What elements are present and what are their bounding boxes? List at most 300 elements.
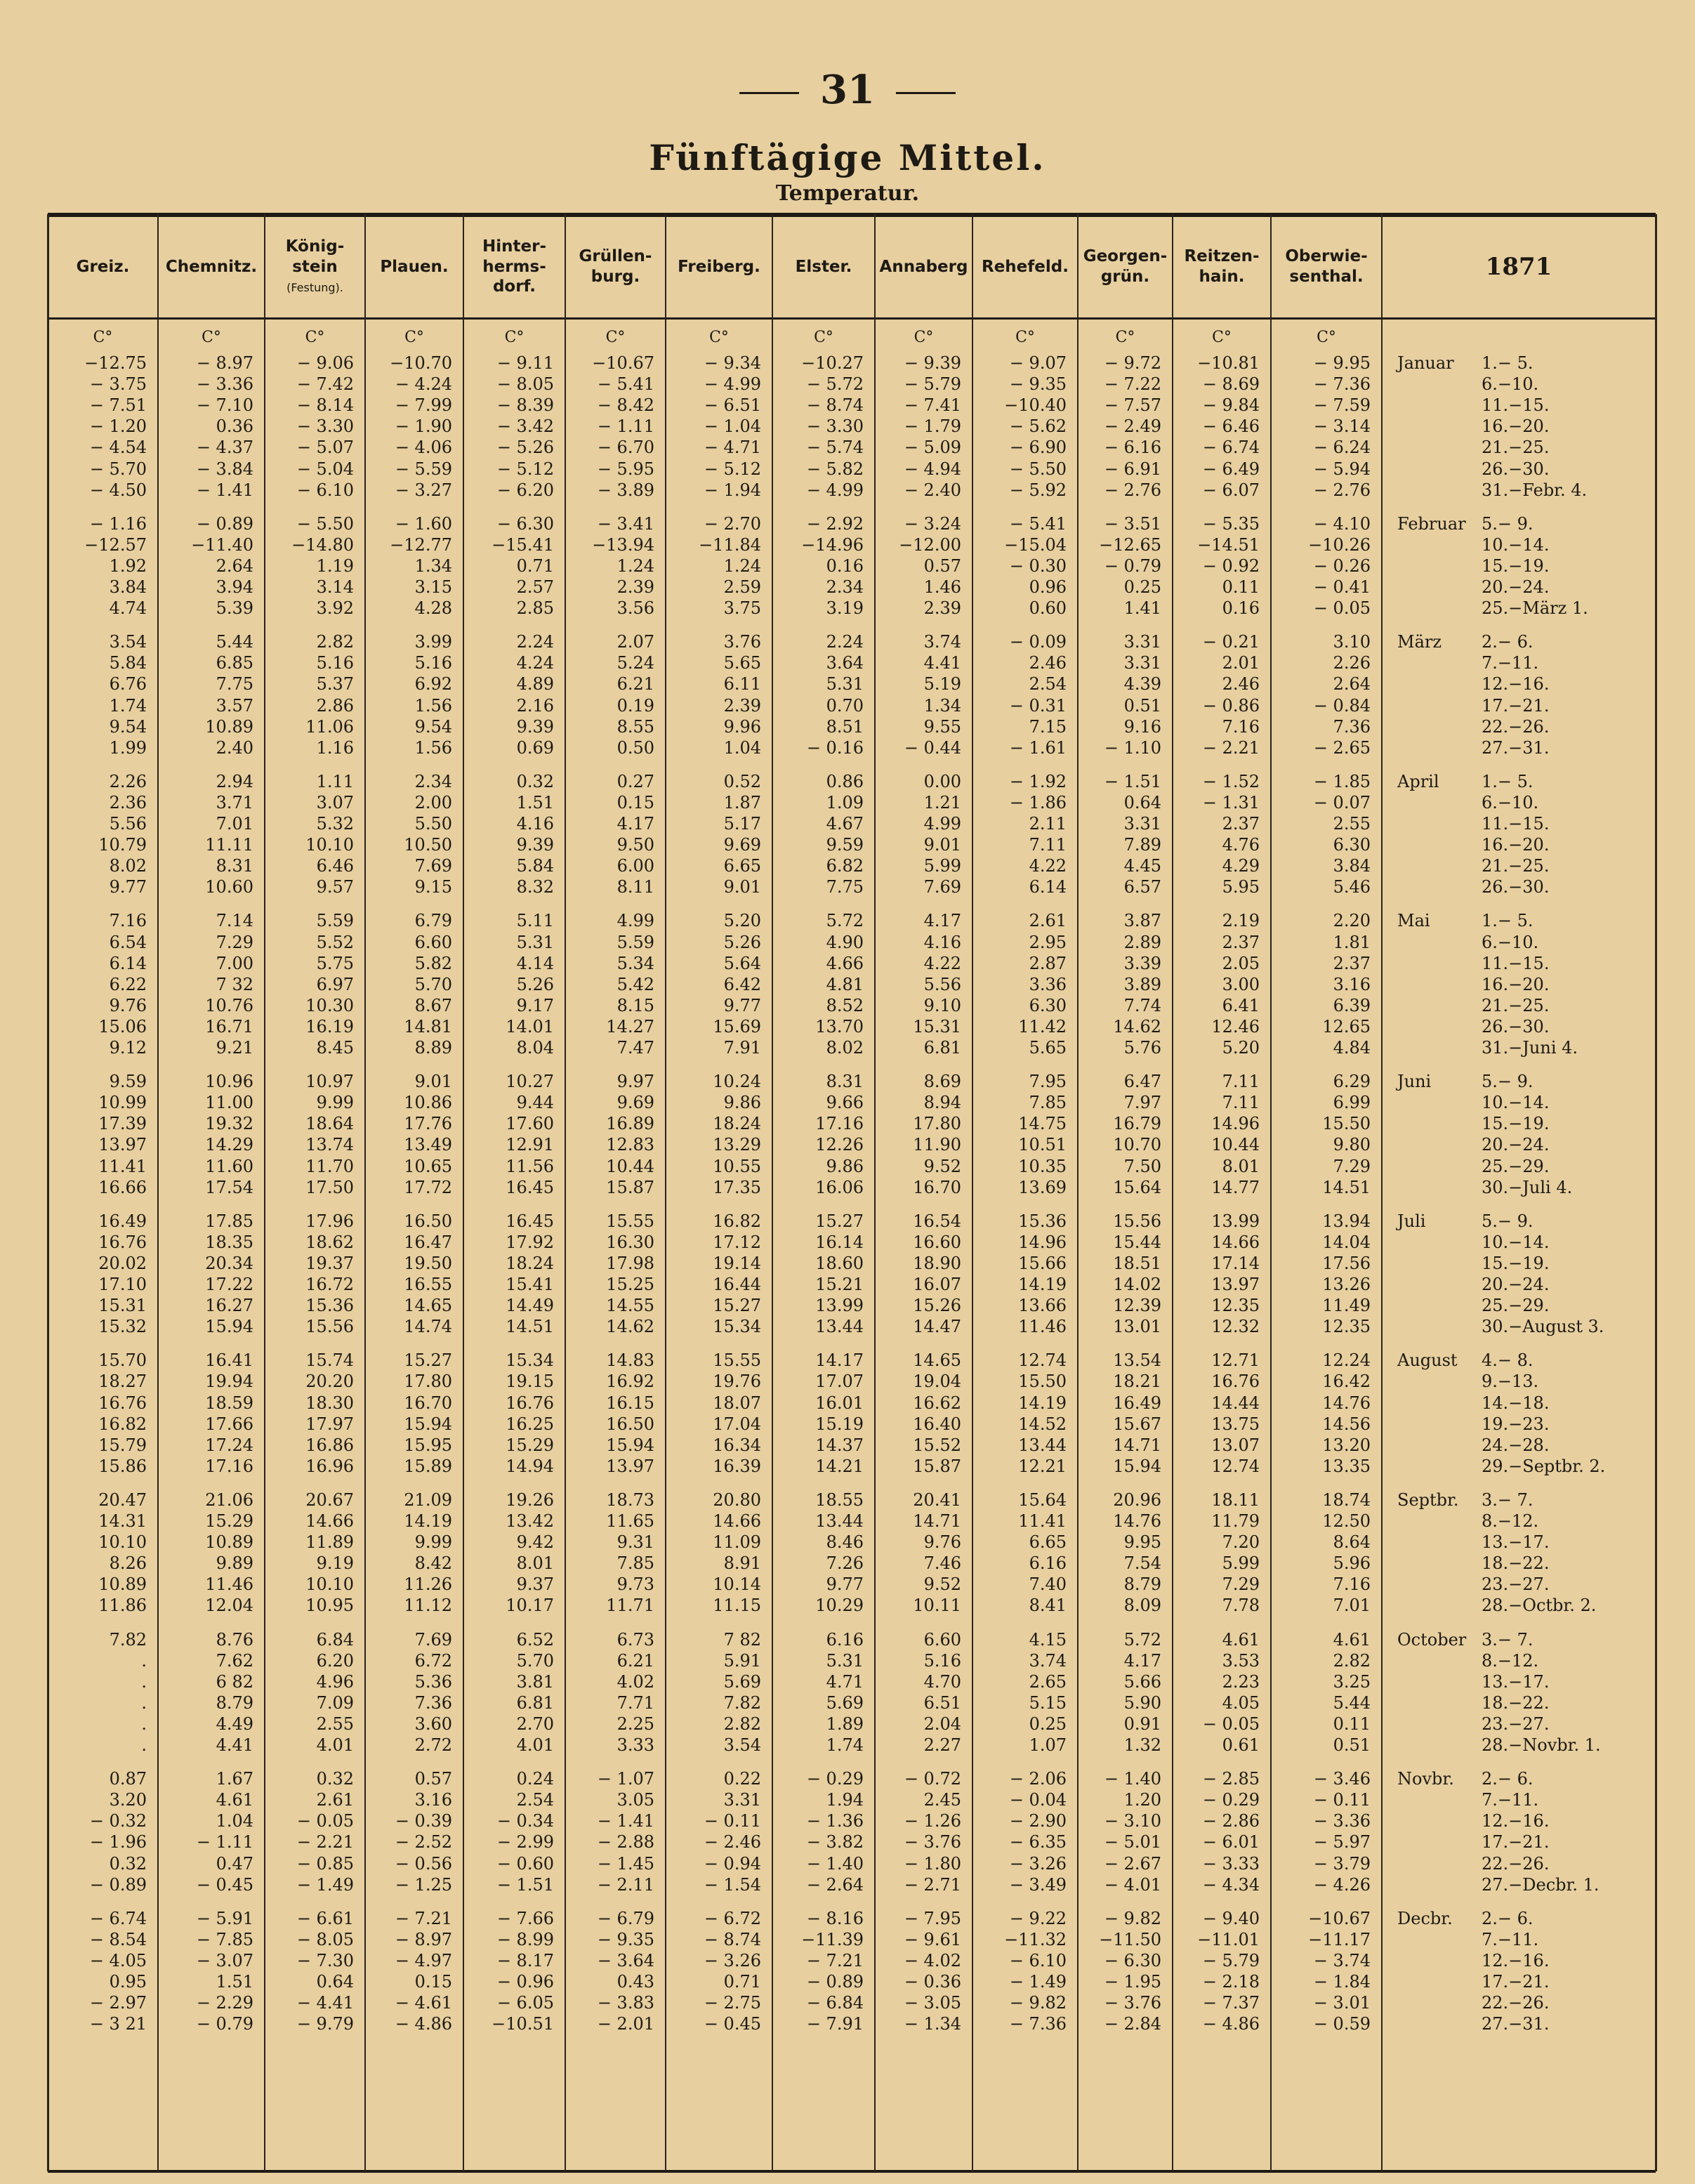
table-cell: 5.72 [1123,1629,1161,1650]
period-label: 21.−25. [1482,995,1550,1015]
table-cell: − 3.05 [904,1993,961,2013]
table-cell: 9.77 [723,995,761,1015]
table-cell: − 1.25 [395,1874,452,1895]
period-label: 23.−27. [1482,1574,1550,1595]
table-cell: 11.42 [1018,1016,1067,1037]
table-cell: 7.54 [1123,1553,1161,1574]
table-cell: 6.16 [826,1629,864,1650]
table-cell: 13.97 [606,1456,654,1476]
table-cell: 11.46 [205,1574,253,1595]
table-cell: 3.39 [1123,953,1161,973]
page-subtitle: Temperatur. [775,181,920,206]
table-cell: 7.82 [723,1692,761,1713]
table-cell: − 0.96 [496,1972,554,1992]
table-cell: 1.21 [923,792,961,813]
table-cell: 0.95 [109,1972,147,1992]
table-cell: 1.11 [316,771,354,791]
table-cell: − 1.16 [89,513,147,534]
table-cell: 9.55 [923,716,961,737]
table-cell: 3.76 [723,632,761,652]
table-cell: 7.91 [723,1038,761,1058]
table-cell: − 1.85 [1313,771,1371,791]
period-label: 26.−30. [1482,459,1550,479]
table-cell: 18.55 [815,1489,864,1510]
year-header: 1871 [1485,252,1552,281]
table-cell: 16.76 [98,1393,147,1413]
period-label: 28.−Octbr. 2. [1482,1596,1597,1616]
table-cell: 1.94 [826,1790,864,1810]
table-cell: 3.57 [216,695,253,716]
table-cell: 6.21 [616,674,654,695]
table-cell: 13.99 [815,1296,864,1316]
table-cell: 5.75 [316,953,354,973]
table-cell: 5.70 [516,1650,554,1671]
table-cell: 7.16 [1222,716,1260,737]
table-cell: 17.97 [305,1414,354,1434]
column-header: König- stein (Festung). [285,237,345,295]
table-cell: 7.47 [616,1038,654,1058]
table-cell: − 0.79 [196,2014,253,2034]
table-cell: 5.17 [723,814,761,834]
table-cell: 0.70 [826,695,864,716]
table-cell: − 8.17 [496,1950,554,1971]
table-cell: 0.64 [316,1972,354,1992]
table-cell: 20.47 [98,1489,147,1510]
table-cell: 17.22 [205,1275,253,1294]
table-cell: 9.39 [516,835,554,855]
table-cell: 0.64 [1123,792,1161,813]
period-label: 6.−10. [1482,792,1539,813]
table-cell: 1.81 [1333,932,1371,952]
table-cell: 7.74 [1123,995,1161,1015]
table-cell: − 0.29 [806,1769,864,1789]
table-cell: 9.89 [216,1553,253,1574]
table-cell: − 7.57 [1104,395,1161,416]
table-cell: 12.91 [506,1135,554,1155]
table-cell: 1.87 [723,792,761,813]
table-cell: 4.22 [1029,856,1067,876]
table-cell: 5.32 [316,814,354,834]
month-label: Mai [1397,911,1430,931]
table-cell: 1.16 [316,737,354,758]
table-cell: 5.44 [1333,1692,1371,1713]
table-cell: 11.79 [1211,1511,1260,1531]
table-cell: 0.32 [109,1853,147,1874]
table-cell: 14.47 [913,1317,961,1337]
table-cell: 0.69 [516,737,554,758]
table-cell: 2.59 [723,577,761,597]
table-cell: 21.09 [404,1489,452,1510]
column-header: Rehefeld. [982,257,1069,276]
table-cell: 17.24 [205,1435,253,1455]
table-cell: 16.41 [205,1350,253,1371]
table-cell: 9.01 [723,877,761,897]
table-cell: 6.41 [1222,995,1260,1015]
table-cell: − 3.51 [1104,513,1161,534]
table-cell: − 3.30 [806,416,864,437]
table-cell: − 5.62 [1009,416,1067,437]
table-cell: 1.09 [826,792,864,813]
table-cell: 14.96 [1018,1232,1067,1252]
table-cell: − 9.34 [704,353,761,373]
table-cell: − 5.12 [704,459,761,479]
table-cell: 4.96 [316,1671,354,1692]
table-cell: − 6.46 [1202,416,1260,437]
table-cell: 0.71 [516,555,554,576]
table-cell: 9.44 [516,1093,554,1113]
table-cell: 11.41 [98,1156,147,1176]
period-label: 25.−März 1. [1482,598,1588,619]
column-rule [1381,214,1383,2171]
table-cell: − 2.76 [1104,480,1161,500]
table-cell: − 1.34 [904,2014,961,2034]
table-cell: − 8.39 [496,395,554,416]
table-cell: 16.45 [506,1211,554,1231]
table-cell: 2.11 [1029,814,1067,834]
table-cell: 16.92 [606,1371,654,1392]
table-cell: 10.14 [713,1574,761,1595]
table-cell: 16.27 [205,1296,253,1316]
table-cell: − 5.92 [1009,480,1067,500]
table-cell: − 1.51 [1104,771,1161,791]
table-cell: 5.50 [414,814,452,834]
column-header: Freiberg. [678,257,760,276]
column-rule [1077,214,1079,2171]
table-cell: 7.26 [826,1553,864,1574]
table-cell: 14.76 [1322,1393,1371,1413]
table-cell: − 3.33 [1202,1853,1260,1874]
table-cell: 1.56 [414,695,452,716]
period-label: 2.− 6. [1482,1769,1534,1789]
table-cell: − 2.84 [1104,2014,1161,2034]
table-cell: 15.94 [1113,1456,1161,1476]
table-cell: − 0.05 [1313,598,1371,619]
table-cell: 6.72 [414,1650,452,1671]
table-cell: − 4.24 [395,374,452,395]
table-cell: 6.39 [1333,995,1371,1015]
period-label: 16.−20. [1482,835,1550,855]
table-cell: 11.06 [305,716,354,737]
table-cell: − 1.61 [1009,737,1067,758]
table-cell: − 9.35 [597,1929,654,1949]
table-cell: 0.61 [1222,1735,1260,1755]
table-cell: 11.70 [305,1156,354,1176]
table-cell: − 2.40 [904,480,961,500]
table-cell: 9.69 [616,1093,654,1113]
table-cell: 9.76 [923,1532,961,1553]
table-cell: − 3.74 [1313,1950,1371,1971]
table-cell: 16.15 [606,1393,654,1413]
table-cell: 0.87 [109,1769,147,1789]
table-cell: 7.62 [216,1650,253,1671]
table-cell: 14.37 [815,1435,864,1455]
table-cell: 2.40 [216,737,253,758]
table-cell: 7.40 [1029,1574,1067,1595]
table-cell: 7.14 [216,911,253,931]
table-cell: 14.52 [1018,1414,1067,1434]
table-cell: − 0.21 [1202,632,1260,652]
table-cell: 20.34 [205,1253,253,1273]
table-cell: − 5.95 [597,459,654,479]
table-cell: 13.20 [1322,1435,1371,1455]
period-label: 22.−26. [1482,1853,1550,1874]
table-cell: − 6.30 [496,513,554,534]
table-cell: 5.69 [723,1671,761,1692]
table-cell: − 0.86 [1202,695,1260,716]
table-cell: 15.64 [1113,1177,1161,1197]
table-cell: 16.39 [713,1456,761,1476]
table-cell: 9.99 [316,1093,354,1113]
table-cell: 8.31 [826,1072,864,1092]
table-cell: 16.62 [913,1393,961,1413]
table-cell: 3.00 [1222,974,1260,994]
column-header: Plauen. [380,257,449,276]
table-cell: − 2.97 [89,1993,147,2013]
table-cell: 15.31 [98,1296,147,1316]
table-cell: − 5.04 [296,459,354,479]
table-cell: 4.22 [923,953,961,973]
table-cell: 1.74 [109,695,147,716]
column-rule [463,214,464,2171]
table-cell: 7.36 [414,1692,452,1713]
table-cell: 5.16 [316,653,354,673]
table-cell: 17.16 [815,1114,864,1134]
table-cell: 10.55 [713,1156,761,1176]
table-cell: 14.31 [98,1511,147,1531]
table-cell: 2.27 [923,1735,961,1755]
table-cell: − 6.91 [1104,459,1161,479]
table-cell: 2.45 [923,1790,961,1810]
table-cell: 15.95 [404,1435,452,1455]
table-cell: 19.94 [205,1371,253,1392]
table-cell: 9.01 [414,1072,452,1092]
table-cell: 1.34 [414,555,452,576]
table-cell: 16.82 [98,1414,147,1434]
table-cell: − 1.49 [296,1874,354,1895]
table-cell: − 2.76 [1313,480,1371,500]
table-cell: 7.95 [1029,1072,1067,1092]
table-cell: 15.26 [913,1296,961,1316]
table-cell: 16.79 [1113,1114,1161,1134]
table-cell: − 1.26 [904,1811,961,1831]
table-cell: 10.70 [1113,1135,1161,1155]
table-cell: 18.21 [1113,1371,1161,1392]
table-cell: 14.27 [606,1016,654,1037]
table-cell: − 0.45 [196,1874,253,1895]
period-label: 31.−Juni 4. [1482,1038,1578,1058]
table-cell: 10.51 [1018,1135,1067,1155]
table-cell: 14.55 [606,1296,654,1316]
table-cell: 5.64 [723,953,761,973]
table-cell: 13.69 [1018,1177,1067,1197]
table-cell: 16.49 [98,1211,147,1231]
period-label: 9.−13. [1482,1371,1539,1392]
table-cell: − 6.72 [704,1908,761,1928]
period-label: 14.−18. [1482,1393,1550,1413]
table-cell: 3.89 [1123,974,1161,994]
table-cell: 4.29 [1222,856,1260,876]
table-cell: −12.57 [84,534,147,555]
table-cell: 6.76 [109,674,147,695]
table-cell: 0.51 [1123,695,1161,716]
table-cell: − 1.41 [597,1811,654,1831]
table-cell: − 0.16 [806,737,864,758]
table-cell: − 4.50 [89,480,147,500]
table-cell: − 9.06 [296,353,354,373]
table-cell: 3.20 [109,1790,147,1810]
table-cell: 1.24 [723,555,761,576]
table-cell: 0.86 [826,771,864,791]
table-cell: − 3.79 [1313,1853,1371,1874]
table-cell: 2.65 [1029,1671,1067,1692]
period-label: 15.−19. [1482,1114,1550,1134]
table-cell: 7.36 [1333,716,1371,737]
table-cell: 3.94 [216,577,253,597]
table-cell: − 9.84 [1202,395,1260,416]
table-cell: 13.44 [815,1511,864,1531]
table-cell: − 0.84 [1313,695,1371,716]
table-cell: 15.89 [404,1456,452,1476]
table-cell: 4.71 [826,1671,864,1692]
table-cell: 14.01 [506,1016,554,1037]
table-cell: 6.84 [316,1629,354,1650]
table-cell: . [141,1692,147,1713]
table-cell: − 1.49 [1009,1972,1067,1992]
table-cell: 9.17 [516,995,554,1015]
table-cell: 3.07 [316,792,354,813]
table-cell: − 9.61 [904,1929,961,1949]
table-cell: 10.27 [506,1072,554,1092]
table-cell: − 8.69 [1202,374,1260,395]
table-cell: − 4.86 [1202,2014,1260,2034]
period-label: 26.−30. [1482,1016,1550,1037]
table-cell: 9.99 [414,1532,452,1553]
table-cell: −11.50 [1099,1929,1161,1949]
table-cell: 16.45 [506,1177,554,1197]
table-cell: − 0.92 [1202,555,1260,576]
table-cell: 3.74 [923,632,961,652]
table-cell: − 3.75 [89,374,147,395]
period-label: 12.−16. [1482,674,1550,695]
table-cell: 3.31 [1123,653,1161,673]
table-cell: 16.01 [815,1393,864,1413]
table-cell: 2.61 [316,1790,354,1810]
table-cell: 1.41 [1123,598,1161,619]
table-cell: − 1.20 [89,416,147,437]
table-cell: 9.59 [109,1072,147,1092]
table-cell: 6.54 [109,932,147,952]
table-cell: 5.99 [923,856,961,876]
table-cell: 4.61 [216,1790,253,1810]
period-label: 3.− 7. [1482,1629,1534,1650]
table-cell: 12.65 [1322,1016,1371,1037]
table-cell: . [141,1650,147,1671]
table-cell: −12.65 [1099,534,1161,555]
table-cell: − 5.01 [1104,1832,1161,1853]
table-cell: 10.79 [98,835,147,855]
table-cell: 3.33 [616,1735,654,1755]
table-cell: 14.83 [606,1350,654,1371]
table-cell: 6.14 [109,953,147,973]
table-cell: −10.67 [1308,1908,1371,1928]
table-cell: 8.09 [1123,1596,1161,1616]
table-cell: 5.44 [216,632,253,652]
table-cell: 10.95 [305,1596,354,1616]
table-cell: 5.11 [516,911,554,931]
unit-label: C° [1015,329,1035,346]
table-cell: 11.41 [1018,1511,1067,1531]
table-cell: −10.27 [801,353,864,373]
table-cell: 14.66 [1211,1232,1260,1252]
table-cell: − 7.42 [296,374,354,395]
table-cell: 19.50 [404,1253,452,1273]
period-label: 28.−Novbr. 1. [1482,1735,1601,1755]
table-cell: 15.25 [606,1275,654,1294]
table-cell: 8.01 [516,1553,554,1574]
table-cell: −13.94 [592,534,654,555]
table-cell: 17.80 [404,1371,452,1392]
period-label: 21.−25. [1482,856,1550,876]
table-cell: 8.11 [616,877,654,897]
table-cell: 3.25 [1333,1671,1371,1692]
table-cell: 2.94 [216,771,253,791]
table-cell: − 0.29 [1202,1790,1260,1810]
table-cell: 14.29 [205,1135,253,1155]
table-cell: − 5.41 [1009,513,1067,534]
table-cell: 6.79 [414,911,452,931]
table-cell: 16.76 [1211,1371,1260,1392]
table-cell: 14.19 [404,1511,452,1531]
table-cell: 0.25 [1029,1713,1067,1734]
table-cell: 9.12 [109,1038,147,1058]
table-cell: 2.19 [1222,911,1260,931]
table-cell: 9.77 [109,877,147,897]
table-cell: 9.37 [516,1574,554,1595]
table-cell: 9.52 [923,1156,961,1176]
unit-label: C° [305,329,325,346]
table-cell: 15.64 [1018,1489,1067,1510]
table-cell: 16.76 [98,1232,147,1252]
table-cell: 5.26 [516,974,554,994]
table-cell: 3.84 [109,577,147,597]
table-cell: 7.97 [1123,1093,1161,1113]
column-header: Chemnitz. [165,257,258,276]
unit-label: C° [1115,329,1135,346]
table-cell: − 6.74 [1202,438,1260,458]
table-cell: 12.39 [1113,1296,1161,1316]
period-label: 30.−Juli 4. [1482,1177,1573,1197]
table-cell: 15.32 [98,1317,147,1337]
table-cell: − 9.72 [1104,353,1161,373]
table-cell: 16.72 [305,1275,354,1294]
table-cell: − 5.50 [296,513,354,534]
column-rule [47,214,49,2171]
table-cell: 14.66 [713,1511,761,1531]
table-cell: 4.99 [923,814,961,834]
table-cell: 14.02 [1113,1275,1161,1294]
table-cell: 2.46 [1029,653,1067,673]
table-cell: − 1.96 [89,1832,147,1853]
table-cell: − 1.51 [496,1874,554,1895]
table-cell: 7.78 [1222,1596,1260,1616]
table-cell: 4.99 [616,911,654,931]
table-cell: − 6.90 [1009,438,1067,458]
table-cell: 19.14 [713,1253,761,1273]
period-label: 21.−25. [1482,438,1550,458]
table-cell: 11.46 [1018,1317,1067,1337]
table-cell: 15.44 [1113,1232,1161,1252]
table-cell: 4.49 [216,1713,253,1734]
